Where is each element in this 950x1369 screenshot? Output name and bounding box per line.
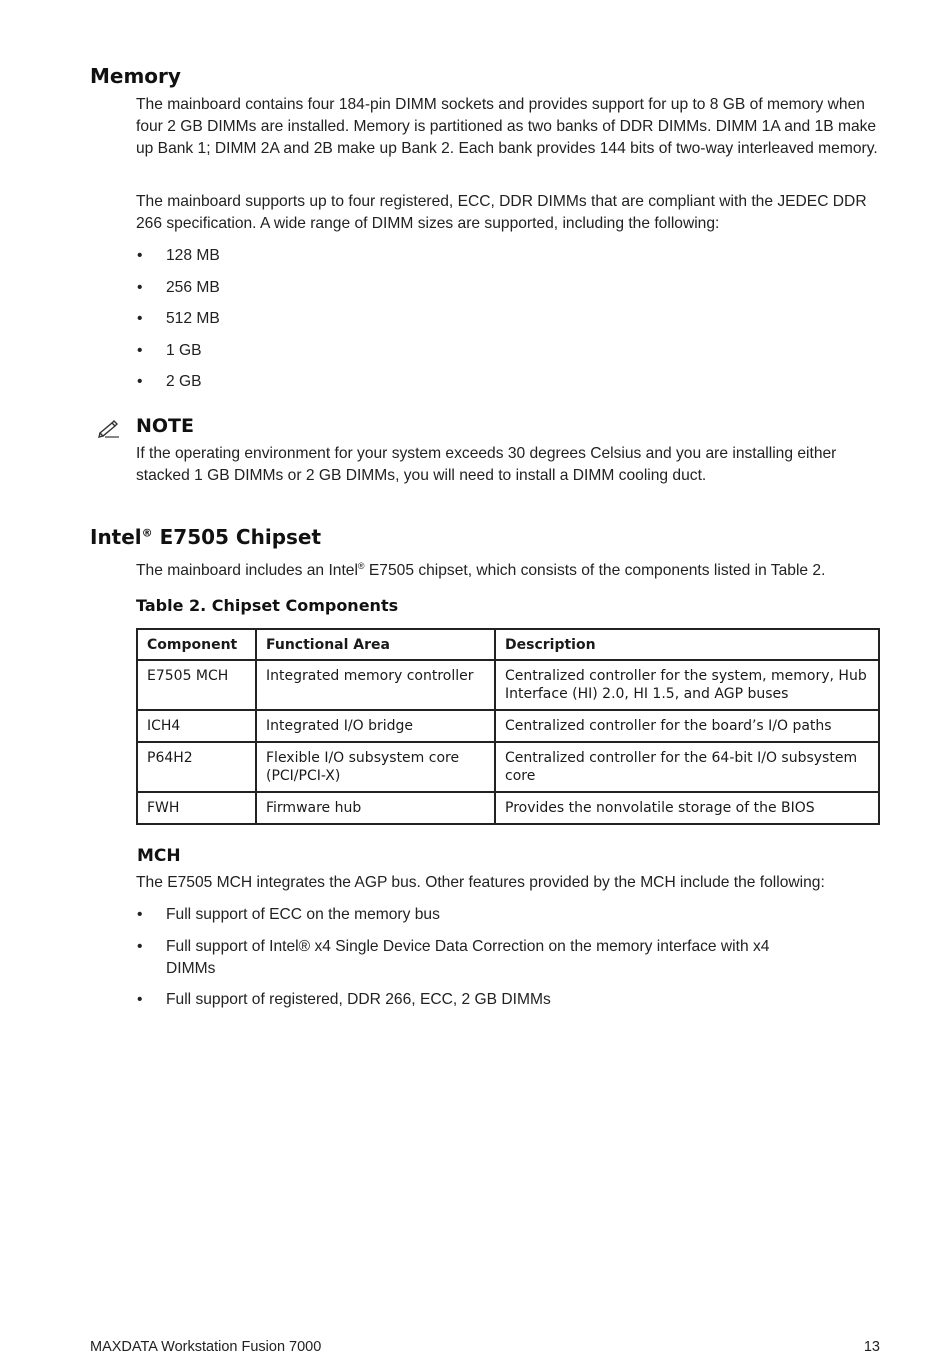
table-cell: Firmware hub	[256, 792, 495, 824]
column-header: Functional Area	[256, 629, 495, 660]
table-cell: E7505 MCH	[137, 660, 256, 710]
chipset-intro: The mainboard includes an Intel® E7505 chipset, which consists of the components listed in Table 2.	[136, 561, 826, 580]
table-row	[137, 792, 879, 824]
mch-intro: The E7505 MCH integrates the AGP bus. Other features provided by the MCH include the following:	[136, 874, 825, 891]
dimm-size-list	[136, 245, 220, 393]
list-item: • 2 GB	[137, 373, 202, 390]
table-cell: P64H2	[137, 742, 256, 792]
list-item: • 1 GB	[137, 341, 202, 359]
table-row	[137, 660, 879, 710]
table-cell: Provides the nonvolatile storage of the BIOS	[495, 792, 879, 824]
column-header: Component	[137, 629, 256, 660]
list-item: • 256 MB	[137, 278, 220, 296]
table-cell: Flexible I/O subsystem core (PCI/PCI-X)	[256, 742, 495, 792]
chipset-components-table	[136, 628, 880, 825]
list-item: • 128 MB	[137, 247, 220, 264]
list-item: • Full support of Intel® x4 Single Device Data Correction on the memory interface with x4 DIMMs	[137, 937, 770, 977]
note-text: If the operating environment for your system exceeds 30 degrees Celsius and you are installing either stacked 1 GB DIMMs or 2 GB DIMMs, you will need to install a DIMM cooling duct.	[136, 445, 837, 484]
table-title: Table 2. Chipset Components	[136, 596, 399, 615]
memory-heading: Memory	[90, 64, 181, 88]
table-row	[137, 742, 879, 792]
list-item: • Full support of ECC on the memory bus	[137, 906, 440, 923]
note-title: NOTE	[136, 415, 194, 437]
table-header-row	[137, 629, 879, 660]
list-item: • Full support of registered, DDR 266, ECC, 2 GB DIMMs	[137, 991, 551, 1008]
table-cell: Centralized controller for the 64-bit I/O subsystem core	[495, 742, 879, 792]
memory-paragraph-1: The mainboard contains four 184-pin DIMM sockets and provides support for up to 8 GB of memory when four 2 GB DIMMs are installed. Memory is partitioned as two banks of DDR DIMMs. DIMM 1A and 1B make up Bank 1; DIMM 2A and 2B make up Bank 2. Each bank provides 144 bits of two-way interleaved memory.	[136, 96, 878, 157]
memory-paragraph-2: The mainboard supports up to four registered, ECC, DDR DIMMs that are compliant with the JEDEC DDR 266 specification. A wide range of DIMM sizes are supported, including the following:	[136, 193, 867, 232]
footer-title: MAXDATA Workstation Fusion 7000	[90, 1339, 322, 1355]
mch-feature-list	[136, 904, 816, 1011]
table-cell: ICH4	[137, 710, 256, 742]
table-cell: Integrated memory controller	[256, 660, 495, 710]
page-number: 13	[863, 1339, 880, 1355]
table-cell: Centralized controller for the board’s I/O paths	[495, 710, 879, 742]
list-item: • 512 MB	[137, 310, 220, 327]
table-row	[137, 710, 879, 742]
table-cell: Integrated I/O bridge	[256, 710, 495, 742]
pencil-icon	[97, 418, 121, 438]
table-cell: FWH	[137, 792, 256, 824]
column-header: Description	[495, 629, 879, 660]
table-cell: Centralized controller for the system, memory, Hub Interface (HI) 2.0, HI 1.5, and AGP buses	[495, 660, 879, 710]
chipset-heading: Intel® E7505 Chipset	[90, 525, 322, 549]
mch-heading: MCH	[137, 846, 181, 866]
